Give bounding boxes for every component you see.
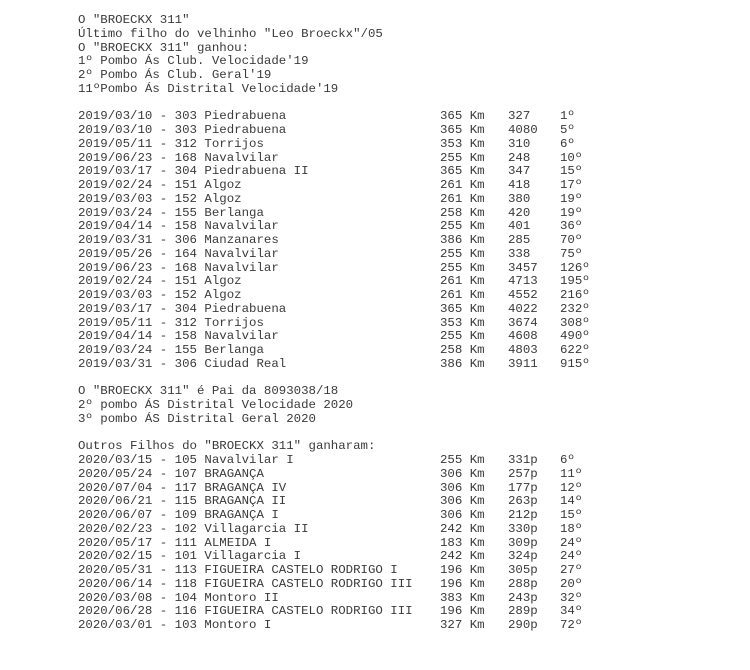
- race-placing: 19º: [560, 205, 583, 220]
- race-birds-count: 330p: [508, 521, 538, 536]
- race-name: 2019/03/24 - 155 Berlanga: [78, 205, 264, 220]
- race-name: 2019/05/11 - 312 Torrijos: [78, 315, 264, 330]
- race-birds-count: 177p: [508, 480, 538, 495]
- race-birds-count: 420: [508, 205, 531, 220]
- father-line: O "BROECKX 311" é Pai da 8093038/18: [78, 384, 339, 399]
- race-name: 2019/05/11 - 312 Torrijos: [78, 136, 264, 151]
- result-row: [78, 288, 590, 303]
- race-birds-count: 4080: [508, 123, 538, 137]
- race-name: 2019/05/26 - 164 Navalvilar: [78, 246, 279, 261]
- intro-line: 11ºPombo Ás Distrital Velocidade'19: [78, 81, 339, 96]
- intro-block: [78, 14, 383, 97]
- spacer: [78, 427, 383, 441]
- race-distance: 196 Km: [440, 576, 485, 591]
- race-distance: 196 Km: [440, 563, 485, 577]
- race-distance: 365 Km: [440, 123, 485, 137]
- race-birds-count: 212p: [508, 508, 538, 522]
- result-row: [78, 109, 575, 124]
- race-distance: 353 Km: [440, 136, 485, 151]
- spacer: [78, 372, 383, 386]
- race-distance: 255 Km: [440, 150, 485, 165]
- result-row: [78, 191, 583, 207]
- race-distance: 255 Km: [440, 246, 485, 261]
- race-distance: 242 Km: [440, 521, 485, 536]
- race-name: 2020/06/28 - 116 FIGUEIRA CASTELO RODRIGO III: [78, 604, 413, 619]
- race-birds-count: 380: [508, 191, 531, 206]
- race-birds-count: 263p: [508, 494, 538, 509]
- race-distance: 255 Km: [440, 453, 485, 467]
- race-placing: 5º: [560, 123, 575, 137]
- race-distance: 183 Km: [440, 535, 485, 550]
- race-birds-count: 4803: [508, 343, 538, 357]
- race-name: 2019/02/24 - 151 Algoz: [78, 178, 242, 192]
- race-name: 2019/03/31 - 306 Ciudad Real: [78, 356, 287, 371]
- race-placing: 70º: [560, 233, 583, 247]
- race-placing: 11º: [560, 466, 583, 481]
- intro-line: O "BROECKX 311" ganhou:: [78, 40, 250, 55]
- result-row: [78, 301, 590, 317]
- race-distance: 261 Km: [440, 178, 485, 192]
- race-name: 2020/03/15 - 105 Navalvilar I: [78, 453, 294, 467]
- race-placing: 6º: [560, 136, 575, 151]
- race-placing: 72º: [560, 618, 583, 632]
- result-row: [78, 508, 583, 523]
- race-name: 2020/03/08 - 104 Montoro II: [78, 590, 279, 605]
- race-placing: 17º: [560, 178, 583, 192]
- children-heading: Outros Filhos do "BROECKX 311" ganharam:: [78, 439, 376, 454]
- race-distance: 327 Km: [440, 618, 485, 632]
- race-birds-count: 3457: [508, 260, 538, 275]
- race-distance: 255 Km: [440, 329, 485, 344]
- race-name: 2020/02/23 - 102 Villagarcia II: [78, 521, 309, 536]
- race-distance: 386 Km: [440, 356, 485, 371]
- race-placing: 12º: [560, 480, 583, 495]
- race-birds-count: 285: [508, 233, 531, 247]
- race-name: 2019/03/10 - 303 Piedrabuena: [78, 109, 287, 124]
- race-placing: 15º: [560, 508, 583, 522]
- race-distance: 365 Km: [440, 301, 485, 316]
- race-name: 2019/03/17 - 304 Piedrabuena: [78, 301, 287, 316]
- race-birds-count: 418: [508, 178, 531, 192]
- race-distance: 255 Km: [440, 219, 485, 234]
- race-distance: 365 Km: [440, 164, 485, 179]
- result-row: [78, 205, 583, 221]
- race-name: 2019/03/31 - 306 Manzanares: [78, 233, 279, 247]
- race-distance: 261 Km: [440, 274, 485, 289]
- result-row: [78, 576, 583, 592]
- race-birds-count: 4552: [508, 288, 538, 302]
- result-row: [78, 563, 583, 578]
- race-birds-count: 4713: [508, 274, 538, 289]
- result-row: [78, 494, 583, 509]
- race-birds-count: 4608: [508, 329, 538, 344]
- result-row: [78, 453, 575, 468]
- result-row: [78, 164, 583, 179]
- result-row: [78, 535, 583, 551]
- race-name: 2020/06/07 - 109 BRAGANÇA I: [78, 508, 279, 522]
- race-placing: 915º: [560, 356, 590, 371]
- race-placing: 126º: [560, 260, 590, 275]
- race-distance: 306 Km: [440, 466, 485, 481]
- document: [78, 13, 590, 633]
- spacer: [78, 97, 383, 111]
- result-row: [78, 590, 583, 606]
- result-row: [78, 246, 583, 262]
- race-distance: 365 Km: [440, 109, 485, 124]
- race-birds-count: 290p: [508, 618, 538, 632]
- result-row: [78, 480, 583, 496]
- race-name: 2020/02/15 - 101 Villagarcia I: [78, 549, 302, 564]
- race-placing: 18º: [560, 521, 583, 536]
- race-birds-count: 289p: [508, 604, 538, 619]
- result-row: [78, 233, 583, 248]
- race-birds-count: 243p: [508, 590, 538, 605]
- race-distance: 255 Km: [440, 260, 485, 275]
- intro-line: 2º Pombo Ás Club. Geral'19: [78, 68, 272, 82]
- race-distance: 242 Km: [440, 549, 485, 564]
- race-distance: 261 Km: [440, 191, 485, 206]
- results-2019-table: [78, 109, 590, 371]
- race-birds-count: 338: [508, 246, 531, 261]
- race-name: 2019/03/24 - 155 Berlanga: [78, 343, 264, 357]
- race-distance: 306 Km: [440, 508, 485, 522]
- race-distance: 353 Km: [440, 315, 485, 330]
- race-name: 2019/03/17 - 304 Piedrabuena II: [78, 164, 309, 179]
- result-row: [78, 521, 583, 537]
- race-birds-count: 310: [508, 136, 531, 151]
- race-name: 2019/03/03 - 152 Algoz: [78, 191, 242, 206]
- race-placing: 1º: [560, 109, 575, 124]
- result-row: [78, 260, 590, 276]
- race-birds-count: 347: [508, 164, 531, 179]
- result-row: [78, 618, 583, 633]
- race-name: 2019/06/23 - 168 Navalvilar: [78, 260, 279, 275]
- race-birds-count: 3674: [508, 315, 538, 330]
- race-placing: 27º: [560, 563, 583, 577]
- race-placing: 34º: [560, 604, 583, 619]
- race-birds-count: 401: [508, 219, 531, 234]
- race-name: 2019/03/03 - 152 Algoz: [78, 288, 242, 302]
- race-birds-count: 309p: [508, 535, 538, 550]
- race-placing: 490º: [560, 329, 590, 344]
- father-line: 3º pombo ÁS Distrital Geral 2020: [78, 411, 316, 426]
- race-name: 2019/04/14 - 158 Navalvilar: [78, 329, 279, 344]
- intro-line: O "BROECKX 311": [78, 13, 190, 27]
- race-distance: 306 Km: [440, 480, 485, 495]
- result-row: [78, 219, 583, 234]
- race-distance: 196 Km: [440, 604, 485, 619]
- race-distance: 261 Km: [440, 288, 485, 302]
- father-line: 2º pombo ÁS Distrital Velocidade 2020: [78, 398, 354, 412]
- race-placing: 20º: [560, 576, 583, 591]
- intro-line: Último filho do velhinho "Leo Broeckx"/05: [78, 26, 383, 41]
- race-birds-count: 327: [508, 109, 531, 124]
- race-name: 2020/07/04 - 117 BRAGANÇA IV: [78, 480, 287, 495]
- race-placing: 10º: [560, 150, 583, 165]
- race-birds-count: 305p: [508, 563, 538, 577]
- race-name: 2020/06/14 - 118 FIGUEIRA CASTELO RODRIGO III: [78, 576, 413, 591]
- race-name: 2020/03/01 - 103 Montoro I: [78, 618, 272, 632]
- race-placing: 24º: [560, 535, 583, 550]
- race-placing: 308º: [560, 315, 590, 330]
- race-name: 2020/05/17 - 111 ALMEIDA I: [78, 535, 272, 550]
- race-name: 2019/04/14 - 158 Navalvilar: [78, 219, 279, 234]
- result-row: [78, 150, 583, 166]
- race-name: 2019/06/23 - 168 Navalvilar: [78, 150, 279, 165]
- race-placing: 6º: [560, 453, 575, 467]
- race-birds-count: 324p: [508, 549, 538, 564]
- race-placing: 195º: [560, 274, 590, 289]
- race-birds-count: 331p: [508, 453, 538, 467]
- result-row: [78, 123, 575, 138]
- race-placing: 32º: [560, 590, 583, 605]
- result-row: [78, 343, 590, 358]
- race-placing: 14º: [560, 494, 583, 509]
- result-row: [78, 274, 590, 289]
- race-placing: 75º: [560, 246, 583, 261]
- father-block: [78, 385, 383, 426]
- race-distance: 258 Km: [440, 205, 485, 220]
- result-row: [78, 466, 583, 482]
- result-row: [78, 136, 575, 152]
- results-2020-table: [78, 453, 583, 633]
- result-row: [78, 356, 590, 372]
- race-placing: 216º: [560, 288, 590, 302]
- race-distance: 386 Km: [440, 233, 485, 247]
- race-name: 2019/03/10 - 303 Piedrabuena: [78, 123, 287, 137]
- result-row: [78, 549, 583, 564]
- race-placing: 24º: [560, 549, 583, 564]
- race-birds-count: 3911: [508, 356, 538, 371]
- race-distance: 306 Km: [440, 494, 485, 509]
- race-name: 2020/05/24 - 107 BRAGANÇA: [78, 466, 264, 481]
- result-row: [78, 329, 590, 344]
- race-birds-count: 257p: [508, 466, 538, 481]
- race-name: 2019/02/24 - 151 Algoz: [78, 274, 242, 289]
- race-placing: 622º: [560, 343, 590, 357]
- race-distance: 258 Km: [440, 343, 485, 357]
- race-name: 2020/05/31 - 113 FIGUEIRA CASTELO RODRIGO I: [78, 563, 398, 577]
- race-placing: 15º: [560, 164, 583, 179]
- race-placing: 19º: [560, 191, 583, 206]
- race-placing: 36º: [560, 219, 583, 234]
- result-row: [78, 178, 583, 193]
- race-birds-count: 4022: [508, 301, 538, 316]
- intro-line: 1º Pombo Ás Club. Velocidade'19: [78, 54, 309, 69]
- race-birds-count: 288p: [508, 576, 538, 591]
- result-row: [78, 604, 583, 619]
- race-distance: 383 Km: [440, 590, 485, 605]
- race-name: 2020/06/21 - 115 BRAGANÇA II: [78, 494, 287, 509]
- race-birds-count: 248: [508, 150, 531, 165]
- race-placing: 232º: [560, 301, 590, 316]
- result-row: [78, 315, 590, 331]
